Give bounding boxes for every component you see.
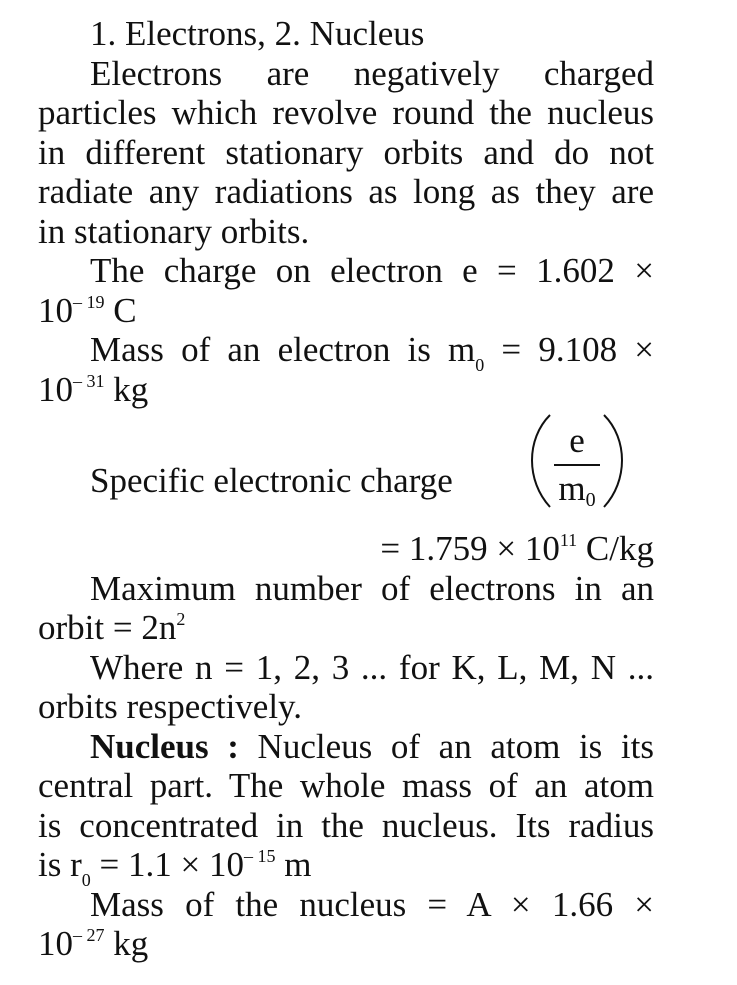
where-line-2: orbits respectively. [38,687,303,726]
heading: 1. Electrons, 2. Nucleus [90,14,425,53]
mass-line-2 [38,370,654,410]
where-line-1: Where n = 1, 2, 3 ... for K, L, M, N ... [90,647,654,687]
max-electrons-formula: orbit = 2n [38,608,177,647]
mass-line-1 [38,330,654,375]
nucleus-mass-base: 10 [38,924,73,963]
nucleus-line-4 [38,845,654,890]
electrons-para-line-3: in different stationary orbits and do not [38,132,654,172]
mass-subscript: 0 [475,355,485,375]
max-electrons-exponent: 2 [176,609,186,629]
charge-base: 10 [38,290,73,330]
fraction-numerator: e [569,421,585,460]
electrons-para-line-1: Electrons are negatively charged [90,53,654,93]
specific-charge-value-prefix: = 1.759 × 10 [380,529,560,568]
document-page [38,14,654,964]
mass-unit: kg [104,369,149,409]
mass-prefix: Mass of an electron is m [90,330,476,369]
nucleus-line-3: is concentrated in the nucleus. Its radius [38,805,654,845]
specific-charge-label: Specific electronic charge [90,461,453,500]
mass-exponent: – 31 [73,370,105,391]
mass-base: 10 [38,369,73,409]
specific-charge-exponent: 11 [559,530,578,550]
nucleus-line-2: central part. The whole mass of an atom [38,766,654,805]
mass-suffix: = 9.108 × [484,330,654,369]
charge-line-2 [38,291,654,331]
charge-exponent: – 19 [73,291,105,312]
nucleus-mass-exponent: – 27 [73,925,105,945]
electrons-para-line-2: particles which revolve round the nucleus [38,93,654,132]
denominator-symbol: m [558,469,586,508]
nucleus-radius-exponent: – 15 [243,846,276,866]
charge-line-1: The charge on electron e = 1.602 × [90,251,654,290]
nucleus-mass-line-1: Mass of the nucleus = A × 1.66 × [90,884,654,924]
nucleus-radius-value: = 1.1 × 10 [90,845,244,884]
max-electrons-line-2 [38,608,654,648]
nucleus-mass-unit: kg [104,924,149,963]
nucleus-radius-prefix: is r [38,845,82,884]
specific-charge-fraction [508,409,648,509]
fraction-denominator [546,469,608,511]
nucleus-bold-label: Nucleus : [90,726,239,766]
specific-charge-unit: C/kg [577,529,654,568]
specific-charge-value [38,529,654,569]
nucleus-radius-subscript: 0 [81,870,91,890]
charge-unit: C [104,290,137,330]
nucleus-mass-line-2 [38,924,654,964]
electrons-para-line-5: in stationary orbits. [38,211,310,251]
denominator-subscript: 0 [585,489,596,511]
max-electrons-line-1: Maximum number of electrons in an [90,568,654,608]
specific-charge-row [38,409,654,529]
nucleus-radius-unit: m [275,845,312,884]
nucleus-line-1-rest: Nucleus of an atom is its [238,726,655,766]
nucleus-line-1 [38,727,654,767]
electrons-para-line-4: radiate any radiations as long as they are [38,172,654,211]
